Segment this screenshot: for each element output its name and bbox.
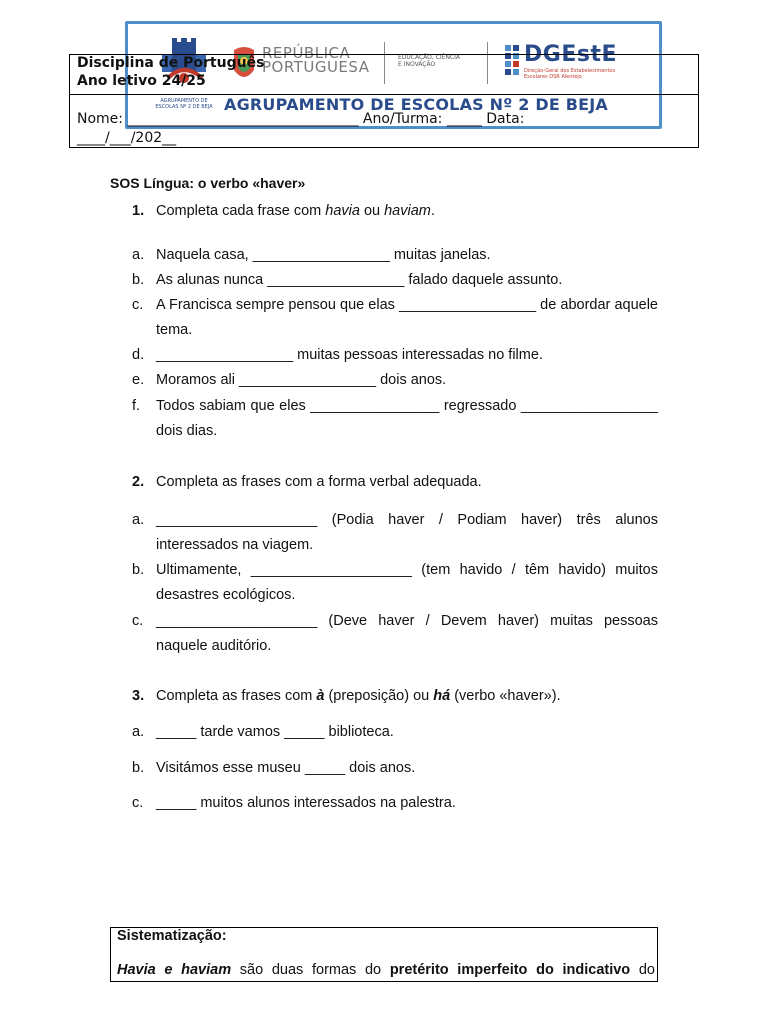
date-field[interactable]: ____/___/202__	[77, 130, 177, 146]
exercise-item[interactable]: a. Naquela casa, _________________ muitas janelas.	[132, 247, 491, 263]
question-number: 3.	[132, 688, 145, 704]
school-logo-subtitle: AGRUPAMENTO DE ESCOLAS Nº 2 DE BEJA	[155, 98, 213, 110]
question-number: 1.	[132, 203, 145, 219]
question-3-instruction: 3. Completa as frases com à (preposição) ou há (verbo «haver»).	[132, 688, 561, 704]
discipline-row	[70, 55, 698, 95]
worksheet-title: SOS Língua: o verbo «haver»	[110, 175, 306, 191]
dgeste-title: DGEstE	[524, 42, 617, 67]
exercise-item[interactable]: a. _____ tarde vamos _____ biblioteca.	[132, 724, 394, 740]
discipline-label: Disciplina de Português	[77, 55, 265, 71]
ministry-text: EDUCAÇÃO, CIÊNCIA E INOVAÇÃO	[398, 54, 461, 68]
exercise-item[interactable]: d. _________________ muitas pessoas interessadas no filme.	[132, 347, 543, 363]
systematization-box	[110, 927, 658, 982]
exercise-item[interactable]: b. Visitámos esse museu _____ dois anos.	[132, 760, 416, 776]
systematization-heading: Sistematização:	[117, 928, 227, 944]
exercise-item[interactable]: a. ____________________ (Podia haver / Podiam haver) três alunos interessados na viagem.	[132, 512, 658, 553]
exercise-item[interactable]: c. ____________________ (Deve haver / Devem haver) muitas pessoas naquele auditório.	[132, 613, 658, 654]
systematization-text: Havia e haviam são duas formas do pretérito imperfeito do indicativo do	[117, 962, 655, 978]
exercise-item[interactable]: b. As alunas nunca _________________ falado daquele assunto.	[132, 272, 563, 288]
exercise-item[interactable]: e. Moramos ali _________________ dois anos.	[132, 372, 447, 388]
dgeste-subtitle: Direção-Geral dos Estabelecimentos Escolares DSR Alentejo	[524, 68, 616, 80]
question-2-instruction: 2. Completa as frases com a forma verbal adequada.	[132, 474, 482, 490]
question-number: 2.	[132, 474, 145, 490]
question-1-instruction: 1. Completa cada frase com havia ou haviam.	[132, 203, 435, 219]
agrupamento-title: AGRUPAMENTO DE ESCOLAS Nº 2 DE BEJA	[224, 95, 608, 114]
republic-text: REPÚBLICA PORTUGUESA	[262, 44, 370, 76]
student-info-table	[69, 54, 699, 148]
exercise-item[interactable]: c. A Francisca sempre pensou que elas _________________ de abordar aquele tema.	[132, 297, 658, 338]
school-year-label: Ano letivo 24/25	[77, 73, 206, 89]
student-name-field[interactable]: Nome: _________________________________ Ano/Turma: _____ Data:	[77, 111, 525, 127]
exercise-item[interactable]: b. Ultimamente, ____________________ (tem havido / têm havido) muitos desastres ecológicos.	[132, 562, 658, 603]
exercise-item[interactable]: f. Todos sabiam que eles ________________ regressado _________________ dois dias.	[132, 398, 658, 439]
exercise-item[interactable]: c. _____ muitos alunos interessados na palestra.	[132, 795, 456, 811]
